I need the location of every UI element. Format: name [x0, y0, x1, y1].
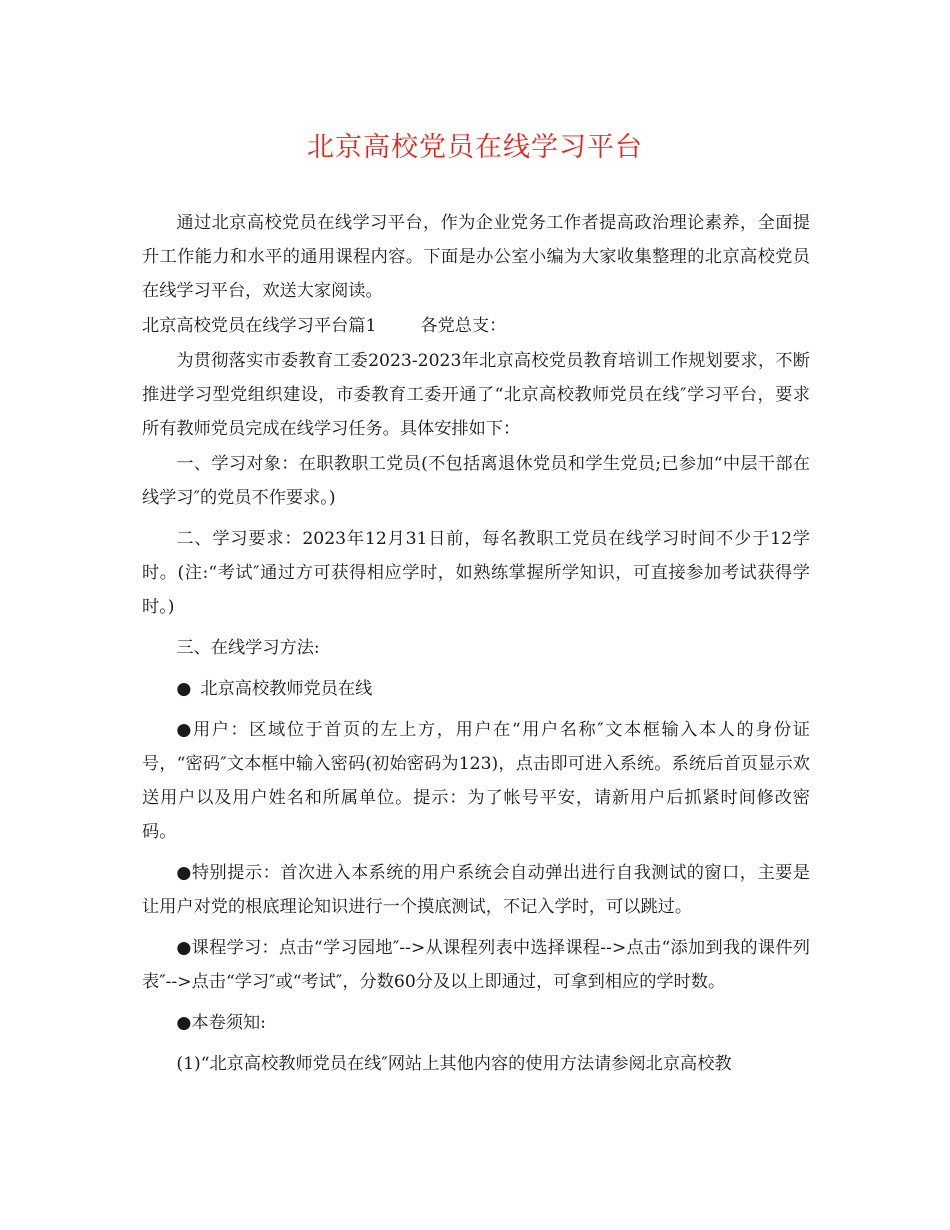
addressee: 各党总支： [420, 316, 507, 336]
item-notice: ●本卷须知: [176, 1013, 266, 1033]
section-label: 北京高校党员在线学习平台篇1 [142, 316, 377, 336]
item-user-login: ●用户：区域位于首页的左上方，用户在“用户名称″文本框输入本人的身份证号，“密码″文本框中输入密码(初始密码为123)，点击即可进入系统。系统后首页显示欢送用户以及用户姓名和所属单位。提示：为了帐号平安，请新用户后抓紧时间修改密码。 [142, 720, 810, 842]
paragraph-requirement: 二、学习要求：2023年12月31日前，每名教职工党员在线学习时间不少于12学时。(注:“考试″通过方可获得相应学时，如熟练掌握所学知识，可直接参加考试获得学时。) [142, 529, 810, 617]
intro-paragraph: 通过北京高校党员在线学习平台，作为企业党务工作者提高政治理论素养，全面提升工作能力和水平的通用课程内容。下面是办公室小编为大家收集整理的北京高校党员在线学习平台，欢送大家阅读。 [142, 213, 810, 301]
paragraph-purpose: 为贯彻落实市委教育工委2023-2023年北京高校党员教育培训工作规划要求，不断推进学习型党组织建设，市委教育工委开通了“北京高校教师党员在线″学习平台，要求所有教师党员完成在线学习任务。具体安排如下： [142, 351, 810, 439]
document-body [142, 206, 810, 1088]
paragraph-method: 三、在线学习方法: [176, 638, 320, 658]
item-course-study: ●课程学习：点击“学习园地″-->从课程列表中选择课程-->点击“添加到我的课件列表″-->点击“学习″或“考试″，分数60分及以上即通过，可拿到相应的学时数。 [142, 938, 810, 992]
bullet-heading [142, 672, 810, 706]
item-special-note: ●特别提示：首次进入本系统的用户系统会自动弹出进行自我测试的窗口，主要是让用户对党的根底理论知识进行一个摸底测试，不记入学时，可以跳过。 [142, 863, 810, 917]
bullet-dot-icon: ● [176, 679, 192, 699]
document-title: 北京高校党员在线学习平台 [307, 132, 643, 163]
paragraph-target: 一、学习对象：在职教职工党员(不包括离退休党员和学生党员;已参加“中层干部在线学习″的党员不作要求。) [142, 454, 810, 508]
section-heading-line [142, 309, 810, 343]
item-note-1: (1)“北京高校教师党员在线″网站上其他内容的使用方法请参阅北京高校教 [176, 1054, 732, 1074]
bullet-heading-text: 北京高校教师党员在线 [200, 679, 373, 699]
